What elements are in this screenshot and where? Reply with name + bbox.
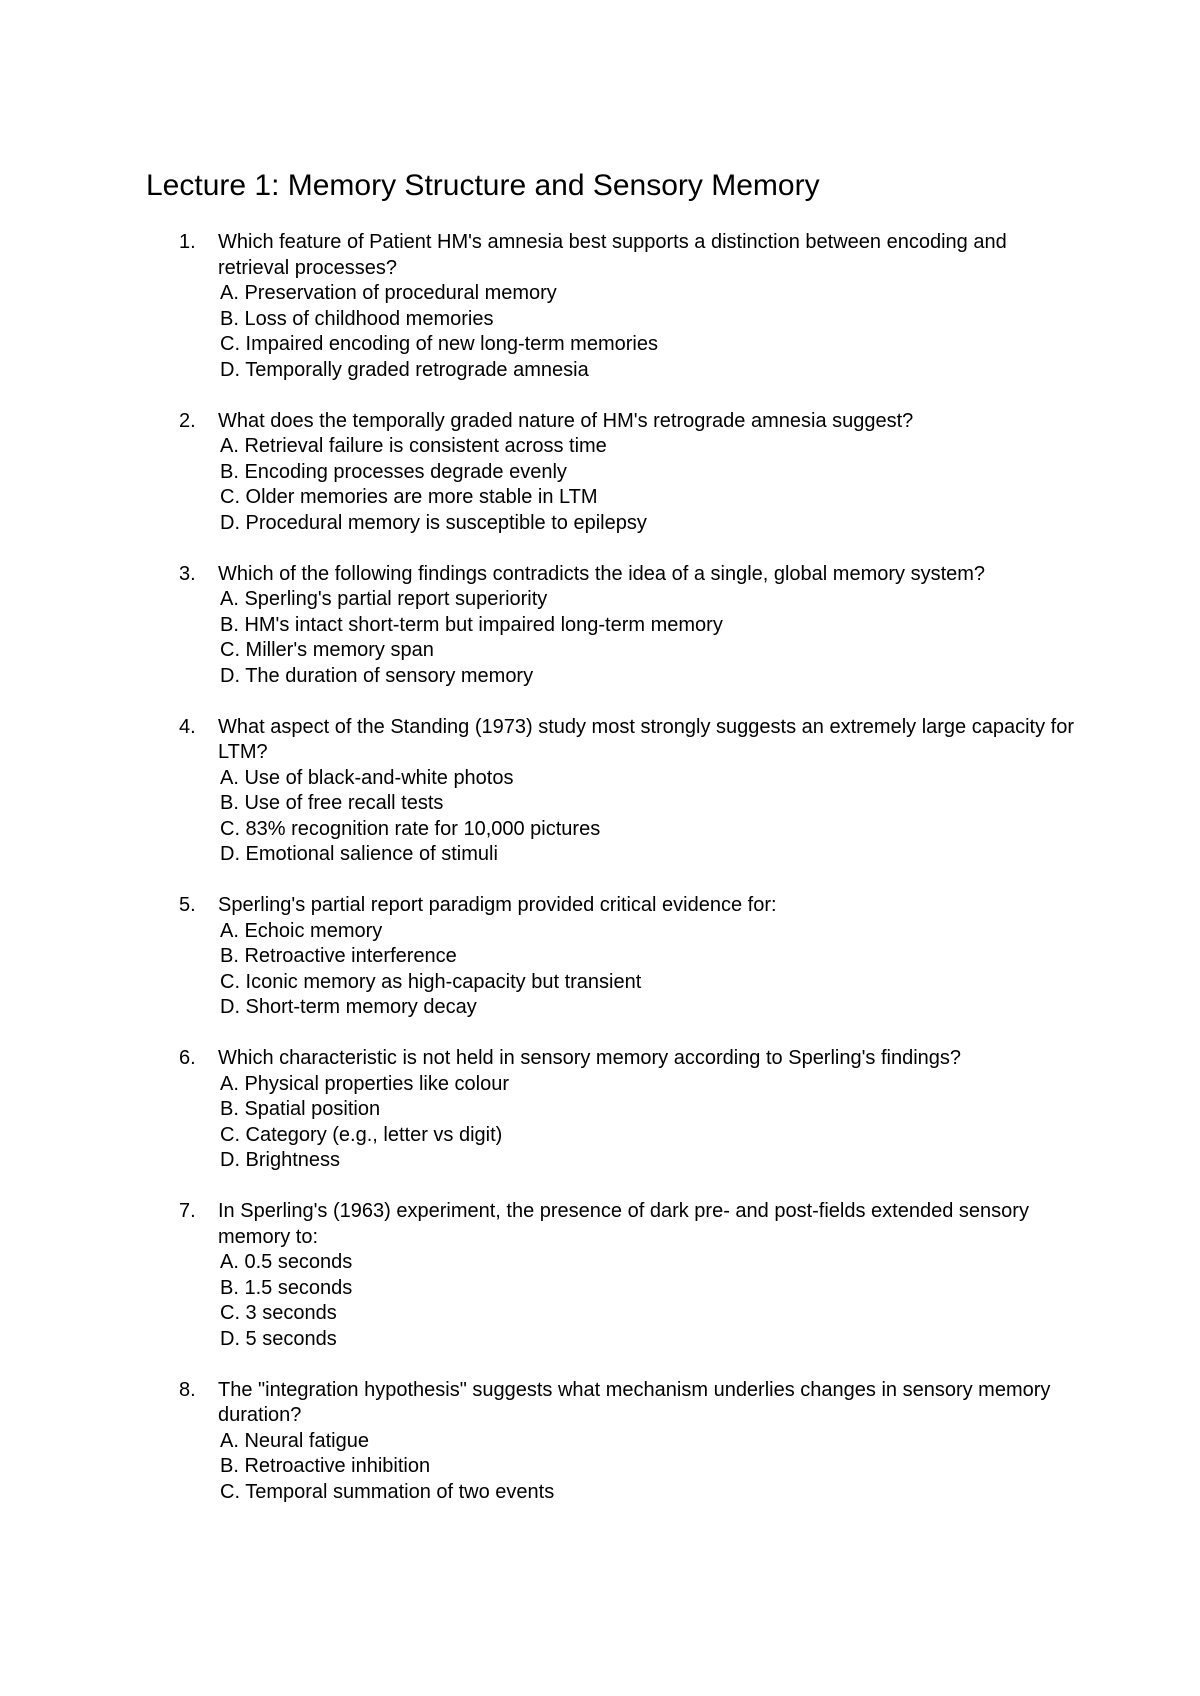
answer-option: A. Echoic memory [220,919,383,942]
answer-option: D. Temporally graded retrograde amnesia [220,358,589,381]
answer-option: B. Retroactive interference [220,945,457,967]
answer-option: C. Iconic memory as high-capacity but transient [220,970,642,993]
answer-option: B. Spatial position [220,1098,381,1120]
question-number: 8. [179,1378,196,1401]
answer-option: B. Loss of childhood memories [220,307,494,330]
answer-option: C. Category (e.g., letter vs digit) [220,1123,503,1146]
answer-option: C. Older memories are more stable in LTM [220,486,598,508]
answer-option: A. Physical properties like colour [220,1072,510,1095]
question-number: 7. [179,1200,196,1222]
question-text: What does the temporally graded nature of HM's retrograde amnesia suggest? [218,409,914,432]
question-number: 2. [179,409,196,432]
answer-option: B. Use of free recall tests [220,792,444,814]
question-item [179,230,1079,383]
question-number: 5. [179,894,196,916]
question-item [179,1199,1079,1352]
answer-option: B. Encoding processes degrade evenly [220,460,567,483]
answer-option: B. 1.5 seconds [220,1276,353,1299]
question-item [179,893,1079,1021]
question-number: 6. [179,1047,196,1069]
question-text: Which characteristic is not held in sensory memory according to Sperling's findings? [218,1047,962,1069]
answer-options [218,1250,1079,1352]
answer-option: B. Retroactive inhibition [220,1455,431,1477]
answer-options [218,1072,1079,1174]
answer-option: A. Neural fatigue [220,1429,369,1452]
answer-option: C. Impaired encoding of new long-term memories [220,333,658,355]
question-text: Sperling's partial report paradigm provided critical evidence for: [218,894,777,916]
question-item [179,409,1079,537]
question-list [179,230,1079,1531]
answer-option: D. 5 seconds [220,1327,337,1350]
answer-option: D. Emotional salience of stimuli [220,843,498,865]
answer-option: A. Sperling's partial report superiority [220,588,548,610]
answer-options [218,281,1079,383]
question-number: 3. [179,562,196,585]
answer-option: C. 83% recognition rate for 10,000 pictures [220,817,601,840]
answer-option: A. Retrieval failure is consistent across time [220,435,607,457]
question-number: 4. [179,715,196,738]
answer-option: A. 0.5 seconds [220,1251,353,1273]
question-item [179,1046,1079,1174]
answer-options [218,587,1079,689]
question-text: What aspect of the Standing (1973) study most strongly suggests an extremely large capacity for LTM? [218,715,1074,763]
question-text: In Sperling's (1963) experiment, the presence of dark pre- and post-fields extended sensory memory to: [218,1200,1029,1248]
answer-option: A. Preservation of procedural memory [220,282,557,304]
answer-option: C. Miller's memory span [220,639,434,661]
question-item [179,715,1079,868]
question-text: Which of the following findings contradicts the idea of a single, global memory system? [218,562,986,585]
answer-option: D. Procedural memory is susceptible to epilepsy [220,511,647,534]
answer-option: C. 3 seconds [220,1302,337,1324]
page-title: Lecture 1: Memory Structure and Sensory Memory [146,169,820,202]
answer-options [218,919,1079,1021]
answer-options [218,1429,1079,1506]
answer-option: D. Short-term memory decay [220,996,477,1018]
answer-option: D. Brightness [220,1149,341,1171]
question-item [179,562,1079,690]
answer-options [218,434,1079,536]
answer-option: A. Use of black-and-white photos [220,766,514,789]
question-item [179,1378,1079,1506]
answer-options [218,766,1079,868]
answer-option: B. HM's intact short-term but impaired long-term memory [220,613,723,636]
answer-option: D. The duration of sensory memory [220,664,534,687]
question-text: Which feature of Patient HM's amnesia best supports a distinction between encoding and retrieval processes? [218,231,1007,279]
question-number: 1. [179,231,196,253]
question-text: The "integration hypothesis" suggests what mechanism underlies changes in sensory memory duration? [218,1378,1051,1426]
answer-option: C. Temporal summation of two events [220,1480,555,1503]
